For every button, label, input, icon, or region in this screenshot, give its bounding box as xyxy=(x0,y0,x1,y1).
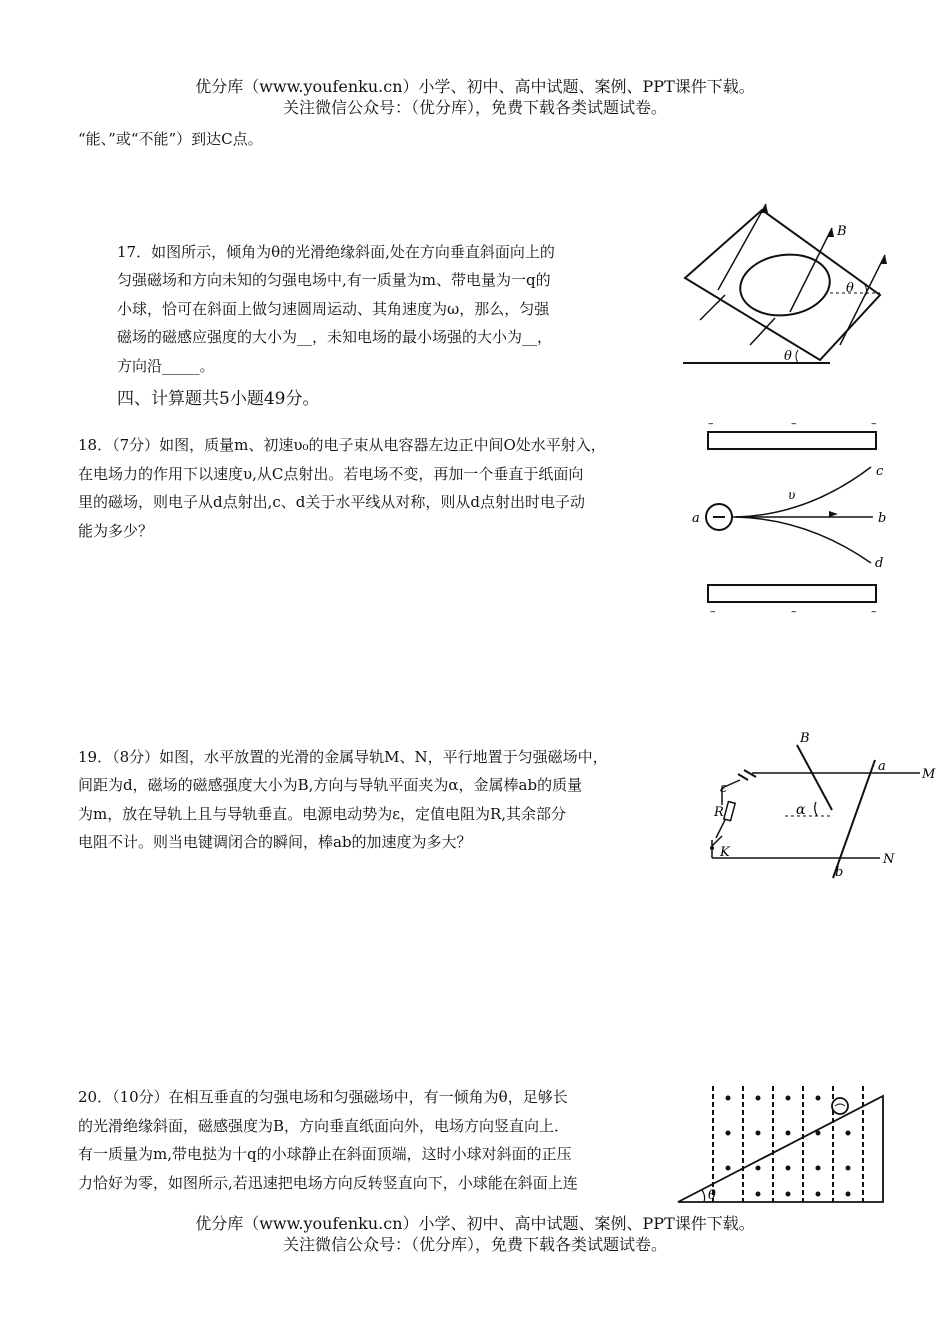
q20-B-dot xyxy=(786,1096,791,1101)
q18-line-3: 里的磁场，则电子从d点射出,c、d关于水平线从对称，则从d点射出时电子动 xyxy=(78,493,585,511)
section-4-heading: 四、计算题共5小题49分。 xyxy=(117,389,320,409)
q20-theta-arc xyxy=(702,1190,705,1202)
q17-label-theta-bottom: θ xyxy=(784,349,792,364)
q17-figure xyxy=(680,200,890,370)
q18-label-d: d xyxy=(875,556,884,571)
carryover-text: “能、”或“不能”）到达C点。 xyxy=(78,130,263,148)
footer-line-1: 优分库（www.youfenku.cn）小学、初中、高中试题、案例、PPT课件下载。 xyxy=(195,1214,755,1233)
q19-label-K: K xyxy=(720,845,730,860)
q19-label-b: b xyxy=(835,865,844,880)
q19-switch-pivot xyxy=(710,846,714,850)
q20-B-dot xyxy=(756,1131,761,1136)
q20-charged-ball xyxy=(832,1098,848,1114)
header-line-2: 关注微信公众号：（优分库），免费下载各类试题试卷。 xyxy=(282,98,667,117)
q20-B-dot xyxy=(786,1131,791,1136)
q19-field-B-line xyxy=(797,745,832,810)
q20-incline xyxy=(678,1096,883,1202)
q19-line-1: 19．（8分）如图，水平放置的光滑的金属导轨M、N，平行地置于匀强磁场中， xyxy=(78,748,608,766)
q18-label-v: υ xyxy=(788,488,796,502)
q20-B-dot xyxy=(726,1166,731,1171)
q19-label-B: B xyxy=(800,731,810,746)
q18-top-plate xyxy=(708,432,876,449)
q18-label-b: b xyxy=(878,511,887,526)
q20-B-dot xyxy=(846,1131,851,1136)
q17-label-theta-top: θ xyxy=(846,281,854,296)
q19-label-M: M xyxy=(922,767,936,782)
q19-line-4: 电阻不计。则当电键调闭合的瞬间，棒ab的加速度为多大？ xyxy=(78,833,472,851)
q18-bottom-plate xyxy=(708,585,876,602)
q17-line-2: 匀强磁场和方向未知的匀强电场中,有一质量为m、带电量为一q的 xyxy=(117,271,551,289)
q18-line-4: 能为多少？ xyxy=(78,522,154,540)
q17-angle-arc-bottom xyxy=(796,350,798,363)
q19-line-3: 为m，放在导轨上且与导轨垂直。电源电动势为ε，定值电阻为R,其余部分 xyxy=(78,805,567,823)
q20-B-dot xyxy=(816,1096,821,1101)
q20-B-dot xyxy=(726,1096,731,1101)
q17-line-4: 磁场的磁感应强度的大小为__，未知电场的最小场强的大小为__， xyxy=(117,328,553,346)
q17-line-3: 小球，恰可在斜面上做匀速圆周运动、其角速度为ω，那么，匀强 xyxy=(117,300,550,318)
q17-label-B: B xyxy=(837,224,847,239)
q20-B-dot xyxy=(756,1166,761,1171)
q19-resistor xyxy=(724,802,735,821)
q18-label-a: a xyxy=(692,511,700,526)
q19-label-alpha: α xyxy=(796,802,806,818)
q19-label-N: N xyxy=(883,852,895,867)
q18-line-1: 18．（7分）如图，质量m、初速υ₀的电子束从电容器左边正中间O处水平射入， xyxy=(78,436,606,454)
q18-label-c: c xyxy=(876,464,884,479)
q20-B-dot xyxy=(786,1166,791,1171)
q18-axis-arrow xyxy=(829,511,838,517)
q18-top-plate-minus-1: – xyxy=(708,417,714,430)
q17-field-arrow-1 xyxy=(718,204,766,290)
q20-line-3: 有一质量为m,带电挞为十q的小球静止在斜面顶端，这时小球对斜面的正压 xyxy=(78,1145,572,1163)
q17-line-5: 方向沿_____。 xyxy=(117,357,215,375)
q20-figure xyxy=(675,1078,890,1206)
q18-trajectory-d xyxy=(736,517,871,563)
q20-B-dot xyxy=(846,1166,851,1171)
q17-line-1: 17．如图所示，倾角为θ的光滑绝缘斜面,处在方向垂直斜面向上的 xyxy=(117,243,555,261)
q19-resistor-lead xyxy=(716,820,725,838)
q20-B-dot xyxy=(756,1096,761,1101)
q20-B-dot xyxy=(816,1192,821,1197)
q20-B-dot xyxy=(816,1166,821,1171)
q18-figure xyxy=(688,415,898,620)
footer-line-2: 关注微信公众号：（优分库），免费下载各类试题试卷。 xyxy=(282,1235,667,1254)
q17-field-line-4 xyxy=(700,295,725,320)
q17-field-arrow-3 xyxy=(840,255,885,345)
q18-top-plate-minus-2: – xyxy=(791,417,797,430)
q19-alpha-arc xyxy=(815,802,817,816)
q18-bottom-plate-minus-2: – xyxy=(791,605,797,618)
q20-B-dot xyxy=(756,1192,761,1197)
q18-bottom-plate-minus-1: – xyxy=(710,605,716,618)
q19-rod-ab xyxy=(833,760,875,878)
q19-line-2: 间距为d，磁场的磁感强度大小为B,方向与导轨平面夹为α，金属棒ab的质量 xyxy=(78,776,583,794)
q20-B-dot xyxy=(786,1192,791,1197)
q17-circular-path xyxy=(736,249,833,321)
q19-label-eps: ε xyxy=(720,781,727,796)
q18-bottom-plate-minus-3: – xyxy=(871,605,877,618)
q20-line-4: 力恰好为零，如图所示,若迅速把电场方向反转竖直向下，小球能在斜面上连 xyxy=(78,1174,578,1192)
q19-label-R: R xyxy=(714,805,724,820)
q20-line-2: 的光滑绝缘斜面，磁感强度为B，方向垂直纸面向外，电场方向竖直向上． xyxy=(78,1117,570,1135)
q20-B-dot xyxy=(726,1131,731,1136)
q20-B-dot xyxy=(816,1131,821,1136)
q20-label-theta: θ xyxy=(708,1188,716,1203)
q19-figure xyxy=(700,730,940,885)
q19-label-a: a xyxy=(878,759,886,774)
q20-B-dot xyxy=(846,1192,851,1197)
q18-top-plate-minus-3: – xyxy=(871,417,877,430)
header-line-1: 优分库（www.youfenku.cn）小学、初中、高中试题、案例、PPT课件下载。 xyxy=(195,77,755,96)
q18-trajectory-c xyxy=(736,467,871,517)
q20-line-1: 20．（10分）在相互垂直的匀强电场和匀强磁场中，有一倾角为θ，足够长 xyxy=(78,1088,568,1106)
q18-line-2: 在电场力的作用下以速度υ,从C点射出。若电场不变，再加一个垂直于纸面向 xyxy=(78,465,584,483)
q19-battery-plate-1 xyxy=(738,774,748,780)
